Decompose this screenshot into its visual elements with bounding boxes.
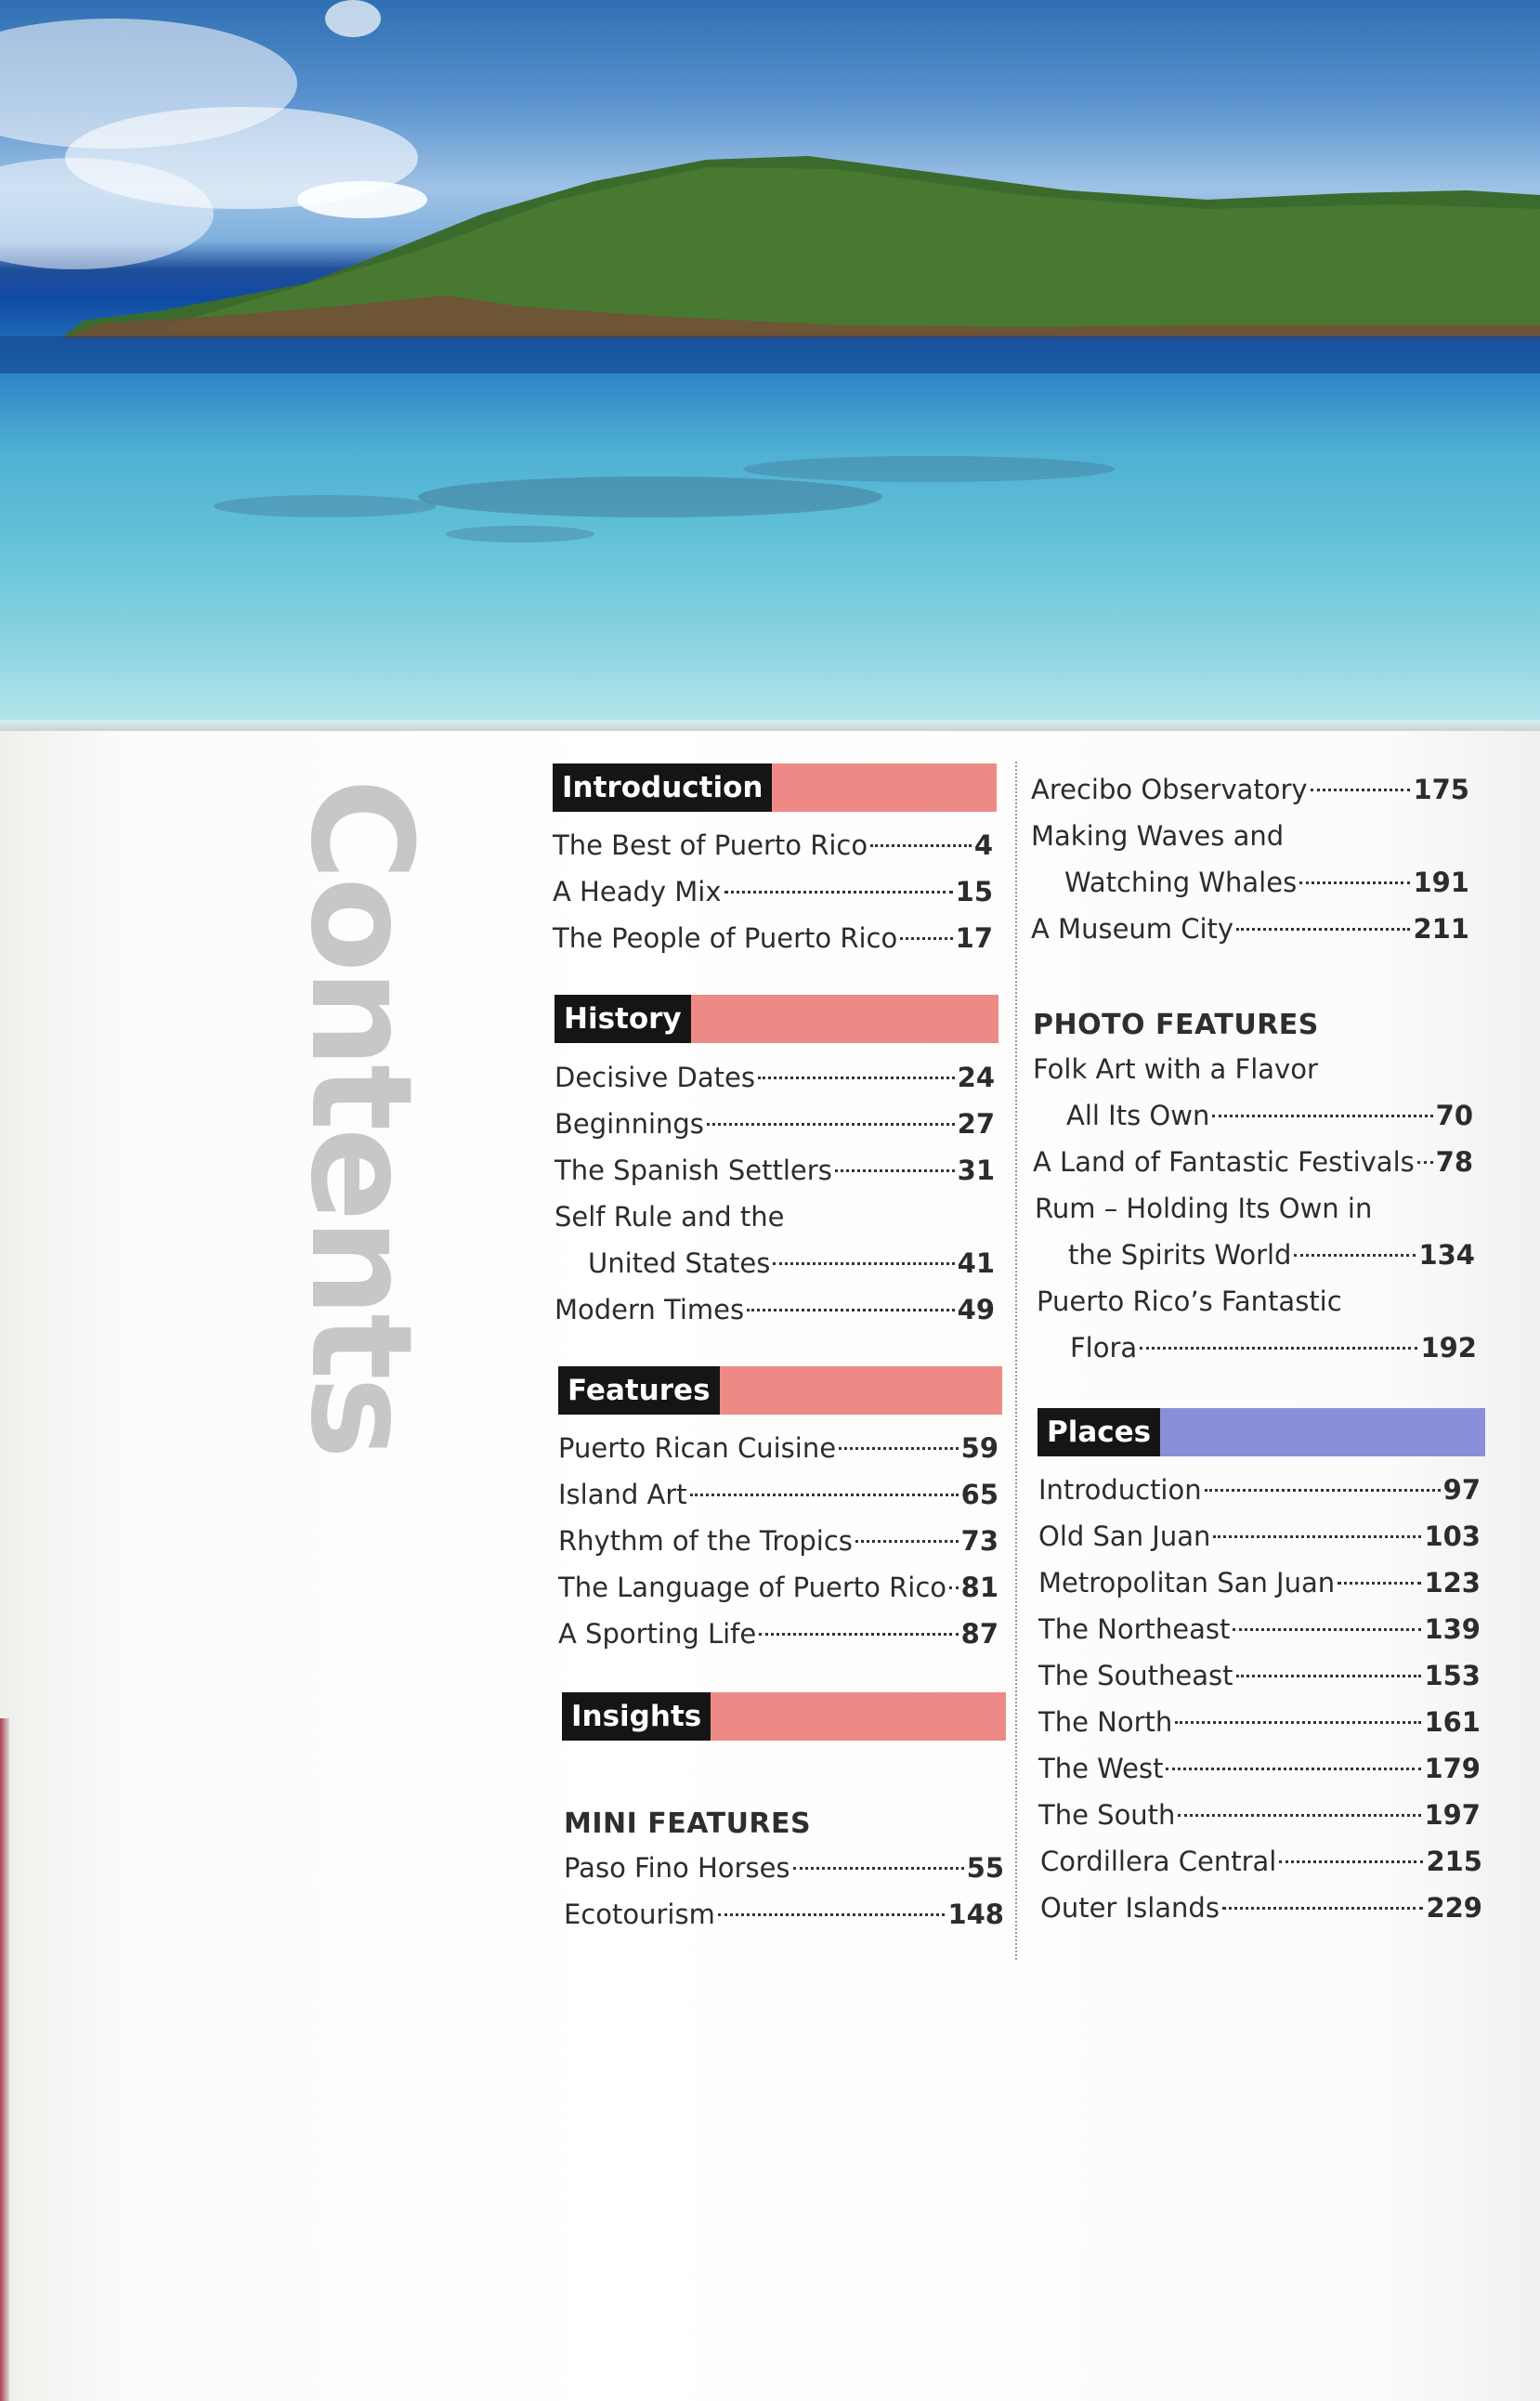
section-label-places: Places	[1038, 1408, 1160, 1456]
toc-entry[interactable]: All Its Own 70	[1066, 1100, 1473, 1131]
island-sea-illustration	[0, 0, 1540, 729]
toc-entry-line1[interactable]: Self Rule and the	[555, 1201, 785, 1233]
toc-entry[interactable]: The West 179	[1038, 1753, 1481, 1784]
section-header-history	[555, 995, 998, 1043]
toc-entry[interactable]: Island Art 65	[558, 1479, 998, 1510]
toc-entry[interactable]: The People of Puerto Rico 17	[553, 922, 993, 954]
toc-entry[interactable]: Flora 192	[1070, 1332, 1477, 1364]
section-bar-history	[691, 995, 998, 1043]
column-divider	[1015, 762, 1017, 1960]
toc-entry[interactable]: The Southeast 153	[1038, 1660, 1481, 1691]
section-bar-insights	[711, 1692, 1006, 1741]
toc-entry[interactable]: A Sporting Life 87	[558, 1618, 998, 1650]
toc-entry[interactable]: The North 161	[1038, 1706, 1481, 1738]
toc-entry[interactable]: Beginnings 27	[555, 1108, 995, 1140]
contents-title: Contents	[280, 778, 441, 1456]
section-label-history: History	[555, 995, 691, 1043]
toc-entry[interactable]: Modern Times 49	[555, 1294, 995, 1325]
toc-entry[interactable]: Paso Fino Horses 55	[564, 1852, 1004, 1884]
sub-heading-photo-features: PHOTO FEATURES	[1033, 1009, 1319, 1041]
toc-entry[interactable]: The South 197	[1038, 1799, 1481, 1831]
section-header-introduction	[553, 763, 997, 812]
toc-entry[interactable]: Metropolitan San Juan 123	[1038, 1567, 1481, 1598]
toc-entry[interactable]: Rhythm of the Tropics 73	[558, 1525, 998, 1557]
section-header-features	[558, 1366, 1002, 1415]
photo-bottom-edge	[0, 720, 1540, 731]
toc-entry[interactable]: A Museum City 211	[1031, 913, 1469, 945]
toc-entry-line1[interactable]: Rum – Holding Its Own in	[1035, 1193, 1373, 1224]
toc-entry-line1[interactable]: Puerto Rico’s Fantastic	[1037, 1285, 1342, 1317]
toc-entry[interactable]: The Language of Puerto Rico 81	[558, 1572, 998, 1603]
toc-entry-line1[interactable]: Making Waves and	[1031, 820, 1285, 852]
section-header-insights	[562, 1692, 1006, 1741]
section-bar-features	[720, 1366, 1002, 1415]
section-label-introduction: Introduction	[553, 763, 772, 812]
toc-entry[interactable]: The Best of Puerto Rico 4	[553, 829, 993, 861]
toc-entry[interactable]: Ecotourism 148	[564, 1899, 1004, 1930]
toc-entry[interactable]: Old San Juan 103	[1038, 1520, 1481, 1552]
section-bar-places	[1160, 1408, 1485, 1456]
toc-entry[interactable]: United States 41	[588, 1247, 995, 1279]
section-header-places	[1038, 1408, 1485, 1456]
book-spine-edge	[0, 1718, 9, 2401]
toc-entry[interactable]: the Spirits World 134	[1068, 1239, 1475, 1271]
section-bar-introduction	[772, 763, 997, 812]
toc-entry-line1[interactable]: Folk Art with a Flavor	[1033, 1053, 1318, 1085]
toc-entry[interactable]: A Land of Fantastic Festivals 78	[1033, 1146, 1473, 1178]
toc-entry[interactable]: Cordillera Central 215	[1040, 1846, 1482, 1877]
toc-entry[interactable]: Arecibo Observatory 175	[1031, 774, 1469, 805]
toc-entry[interactable]: The Spanish Settlers 31	[555, 1155, 995, 1186]
toc-entry[interactable]: A Heady Mix 15	[553, 876, 993, 907]
section-label-features: Features	[558, 1366, 720, 1415]
sub-heading-mini-features: MINI FEATURES	[564, 1807, 812, 1840]
cover-photo	[0, 0, 1540, 729]
toc-entry[interactable]: Puerto Rican Cuisine 59	[558, 1432, 998, 1464]
toc-entry[interactable]: Outer Islands 229	[1040, 1892, 1482, 1924]
toc-entry[interactable]: Watching Whales 191	[1064, 867, 1469, 898]
contents-title-vertical	[268, 778, 441, 1456]
toc-entry[interactable]: The Northeast 139	[1038, 1613, 1481, 1645]
section-label-insights: Insights	[562, 1692, 711, 1741]
toc-entry[interactable]: Introduction 97	[1038, 1474, 1481, 1506]
toc-entry[interactable]: Decisive Dates 24	[555, 1062, 995, 1093]
